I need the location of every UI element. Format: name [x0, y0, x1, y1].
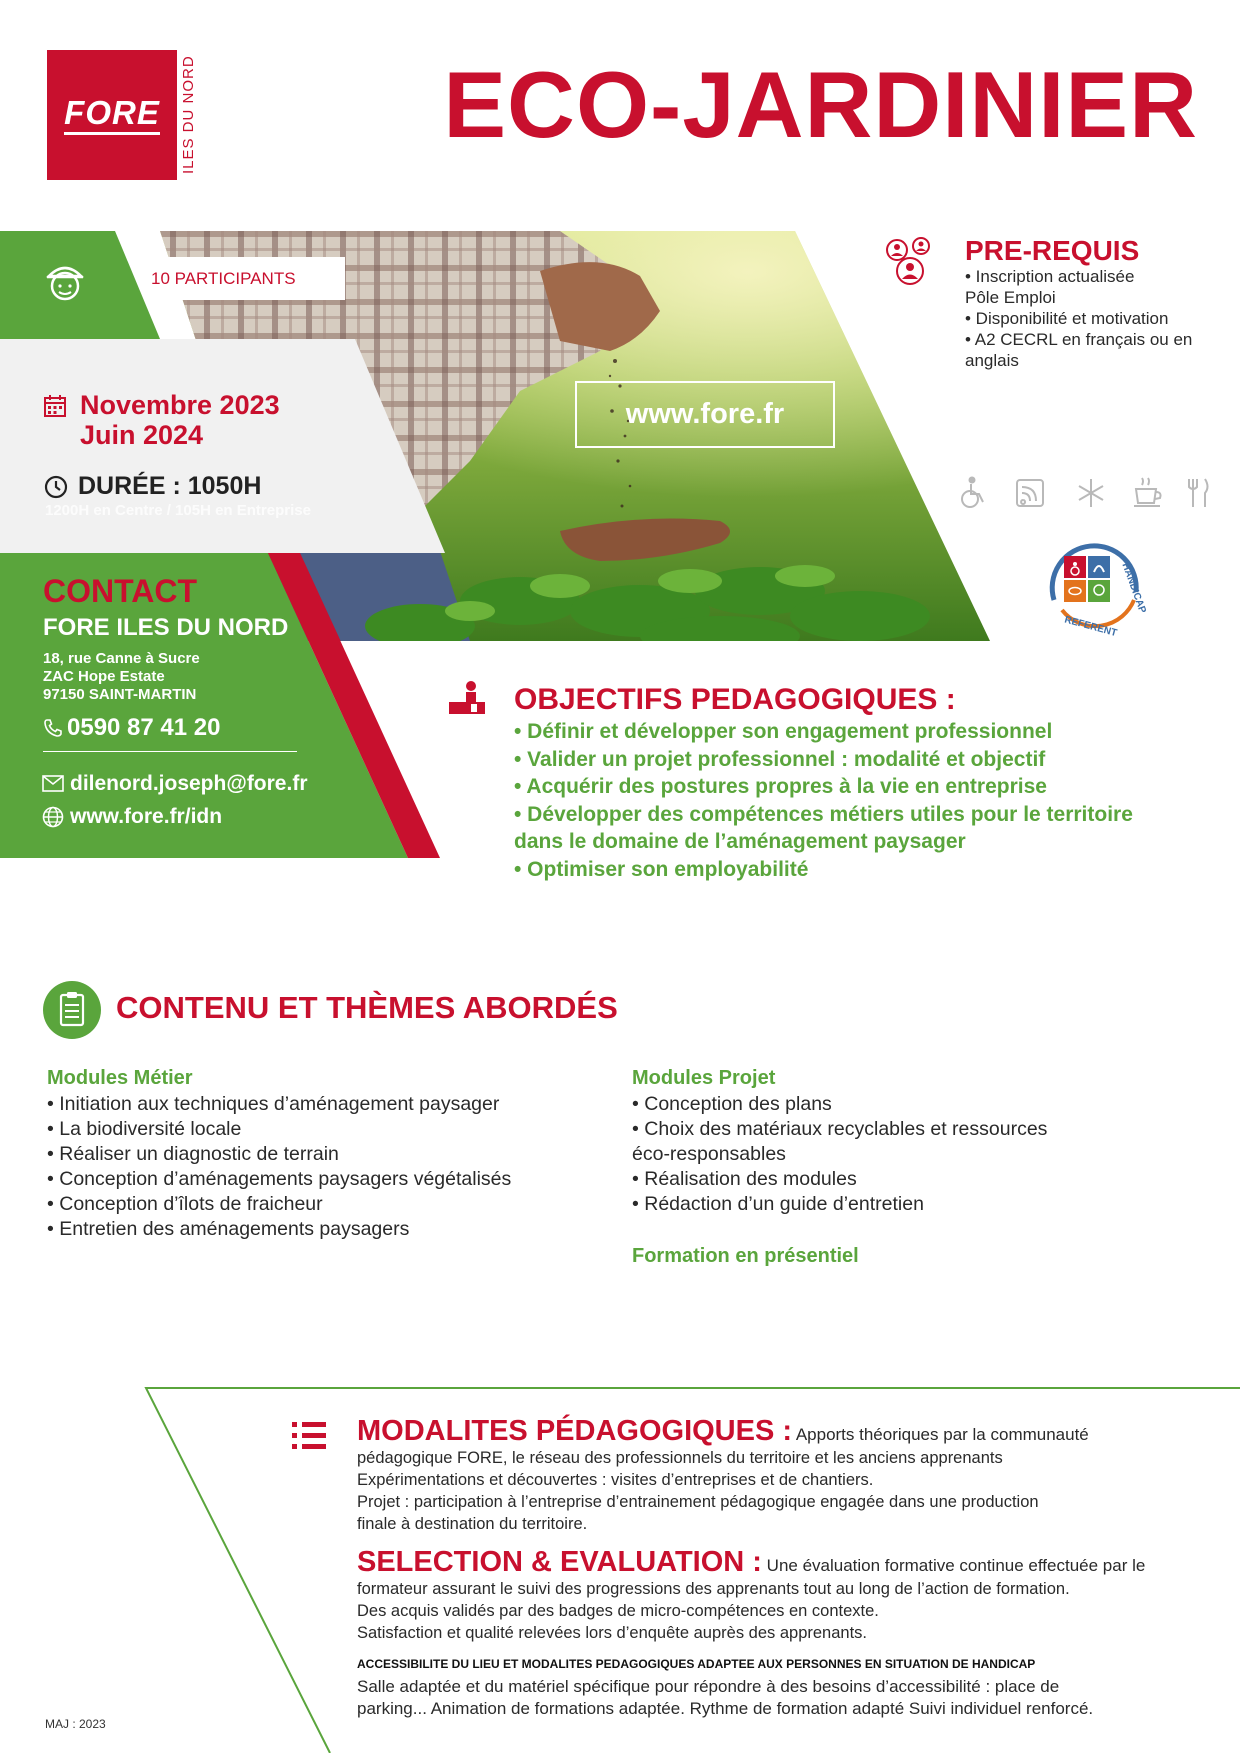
contact-address [43, 650, 200, 704]
accessibilite-line: parking... Animation de formations adaptée. Rythme de formation adapté Suivi individuel renforcé. [357, 1699, 1094, 1718]
globe-icon [42, 806, 64, 828]
accessibilite-title: ACCESSIBILITE DU LIEU ET MODALITES PEDAGOGIQUES ADAPTEE AUX PERSONNES EN SITUATION DE HANDICAP [357, 1657, 1036, 1671]
objectif-item: • Valider un projet professionnel : modalité et objectif [514, 747, 1046, 771]
mail-icon [42, 775, 64, 792]
module-item: • Rédaction d’un guide d’entretien [632, 1193, 924, 1215]
clipboard-icon [42, 980, 102, 1040]
selection-title: SELECTION & EVALUATION : [357, 1546, 762, 1578]
modules-projet [632, 1067, 1112, 1217]
module-item: • Conception des plans [632, 1093, 832, 1115]
modules-metier [47, 1067, 607, 1242]
modalites-title: MODALITES PÉDAGOGIQUES : [357, 1415, 793, 1447]
accessibilite-text [357, 1676, 1222, 1720]
svg-text:HANDICAP: HANDICAP [1119, 561, 1148, 615]
prerequis-item: • A2 CECRL en français ou en [965, 330, 1193, 349]
modalites-section [357, 1415, 1222, 1535]
prerequis-item: • Disponibilité et motivation [965, 309, 1169, 328]
session-dates [80, 390, 280, 450]
contact-title: CONTACT [43, 573, 198, 609]
prerequis-item: anglais [965, 351, 1019, 370]
objectif-item: dans le domaine de l’aménagement paysager [514, 830, 966, 853]
worker-helmet-icon [44, 258, 86, 304]
contact-divider [43, 751, 297, 752]
group-people-icon [885, 236, 935, 286]
address-line: ZAC Hope Estate [43, 668, 165, 685]
module-item: • Choix des matériaux recyclables et ressources [632, 1118, 1048, 1140]
logo-text: FORE [64, 96, 160, 135]
formation-mode: Formation en présentiel [632, 1245, 859, 1267]
objectifs-list [514, 718, 1214, 883]
contact-email[interactable]: dilenord.joseph@fore.fr [70, 772, 308, 795]
modalites-line: finale à destination du territoire. [357, 1515, 588, 1533]
modalites-line: Expérimentations et découvertes : visites d’entreprises et de chantiers. [357, 1471, 874, 1489]
selection-section [357, 1546, 1222, 1644]
contact-website[interactable]: www.fore.fr/idn [70, 805, 223, 828]
module-item: éco-responsables [632, 1143, 786, 1165]
modules-metier-list [47, 1092, 607, 1242]
objectif-item: • Développer des compétences métiers utiles pour le territoire [514, 802, 1133, 826]
prerequis-list [965, 266, 1225, 371]
svg-text:REFERENT: REFERENT [1063, 614, 1119, 640]
fore-logo [47, 50, 177, 180]
coffee-icon [1134, 478, 1161, 506]
module-item: • Réalisation des modules [632, 1168, 857, 1190]
hero-website-link[interactable]: www.fore.fr [575, 381, 835, 448]
contenu-title: CONTENU ET THÈMES ABORDÉS [116, 990, 618, 1025]
prerequis-item: Pôle Emploi [965, 288, 1056, 307]
objectif-item: • Définir et développer son engagement professionnel [514, 720, 1053, 743]
duration-label: DURÉE : 1050H [78, 472, 262, 500]
referent-handicap-badge [1036, 530, 1156, 640]
clock-icon [44, 475, 68, 499]
update-date: MAJ : 2023 [45, 1717, 106, 1731]
wheelchair-icon [962, 478, 983, 508]
duration-detail: 1200H en Centre / 105H en Entreprise [45, 502, 311, 519]
objectif-item: • Optimiser son employabilité [514, 857, 809, 881]
module-item: • Conception d’îlots de fraicheur [47, 1193, 323, 1215]
objectif-item: • Acquérir des postures propres à la vie en entreprise [514, 775, 1047, 798]
address-line: 97150 SAINT-MARTIN [43, 686, 197, 703]
teacher-icon [447, 680, 489, 716]
module-item: • Initiation aux techniques d’aménagement paysager [47, 1093, 500, 1115]
modules-projet-title: Modules Projet [632, 1067, 776, 1089]
page-title: ECO-JARDINIER [443, 52, 1198, 157]
contact-organization: FORE ILES DU NORD [43, 614, 289, 641]
modalites-line: pédagogique FORE, le réseau des professionnels du territoire et les anciens apprenants [357, 1449, 1003, 1467]
objectifs-title: OBJECTIFS PEDAGOGIQUES : [514, 683, 956, 716]
modules-projet-list [632, 1092, 1112, 1217]
selection-line: Satisfaction et qualité relevées lors d’enquête auprès des apprenants. [357, 1624, 867, 1642]
wifi-icon [1017, 480, 1043, 506]
session-date-1: Novembre 2023 [80, 390, 280, 420]
modalites-line: Projet : participation à l’entreprise d’entrainement pédagogique engagée dans une production [357, 1493, 1039, 1511]
module-item: • Conception d’aménagements paysagers végétalisés [47, 1168, 512, 1190]
prerequis-title: PRE-REQUIS [965, 235, 1140, 266]
participants-label: 10 PARTICIPANTS [148, 257, 345, 300]
prerequis-item: • Inscription actualisée [965, 267, 1135, 286]
selection-line: Des acquis validés par des badges de micro-compétences en contexte. [357, 1602, 879, 1620]
list-icon [292, 1421, 328, 1451]
module-item: • Réaliser un diagnostic de terrain [47, 1143, 339, 1165]
calendar-icon [43, 394, 67, 418]
address-line: 18, rue Canne à Sucre [43, 650, 200, 667]
module-item: • La biodiversité locale [47, 1118, 242, 1140]
amenity-icons [958, 475, 1218, 511]
cutlery-icon [1189, 479, 1208, 507]
air-conditioning-icon [1079, 479, 1103, 507]
accessibilite-line: Salle adaptée et du matériel spécifique pour répondre à des besoins d’accessibilité : place de [357, 1677, 1060, 1696]
module-item: • Entretien des aménagements paysagers [47, 1218, 410, 1240]
modalites-lead: Apports théoriques par la communauté [792, 1425, 1089, 1444]
selection-lead: Une évaluation formative continue effectuée par le [761, 1556, 1146, 1575]
phone-icon [43, 718, 63, 738]
logo-side-text: ILES DU NORD [180, 55, 197, 175]
selection-line: formateur assurant le suivi des progressions des apprenants tout au long de l’action de formation. [357, 1580, 1070, 1598]
session-date-2: Juin 2024 [80, 420, 204, 450]
modules-metier-title: Modules Métier [47, 1067, 193, 1089]
contact-phone[interactable]: 0590 87 41 20 [67, 714, 221, 741]
